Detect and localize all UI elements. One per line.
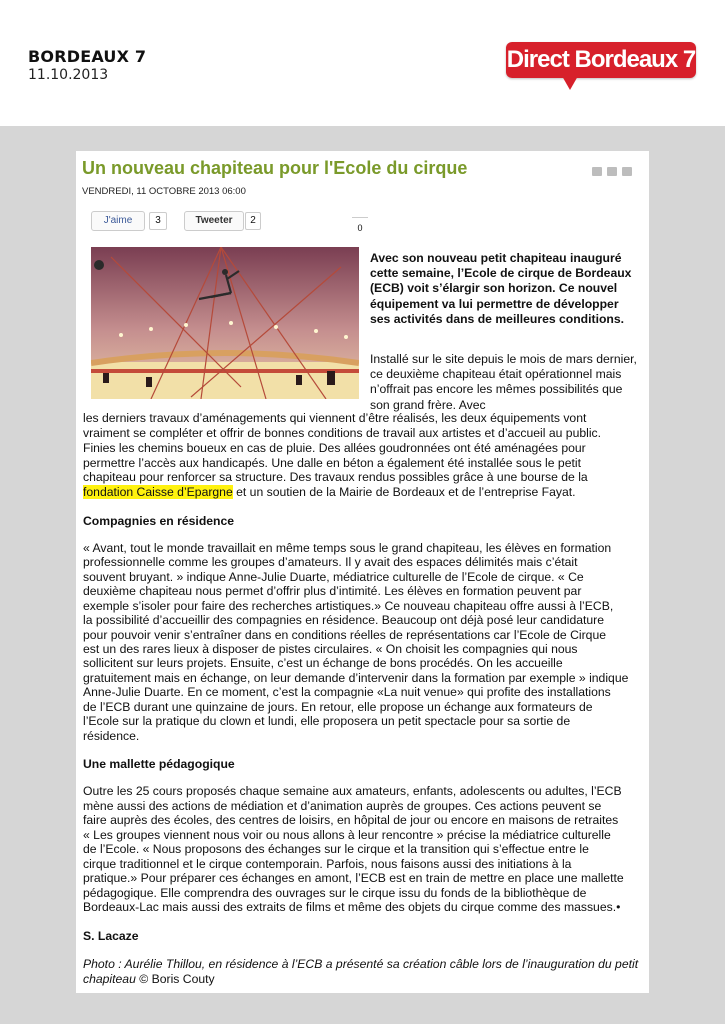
paragraph-3-line: de l’Ecole. « Nous proposons des échanges sur le cirque et la transition qui s’effectue entre le xyxy=(83,842,589,856)
paragraph-2-line: professionnelle comme les groupes d’amateurs. Il y avait des espaces délimités mais c’était xyxy=(83,555,578,569)
article-title[interactable]: Un nouveau chapiteau pour l'Ecole du cirque xyxy=(82,158,468,178)
paragraph-1-line: vraiment se compléter et offrir de bonnes conditions de travail aux artistes et d’accueil au public. xyxy=(83,426,602,440)
logo-speech-tail xyxy=(562,76,578,90)
tweet-count: 2 xyxy=(245,212,261,230)
pdf-icon[interactable] xyxy=(592,167,602,176)
article-author: S. Lacaze xyxy=(83,929,139,943)
paragraph-1-line: chapiteau pour renforcer sa structure. Des travaux rendus possibles grâce à une bourse de la xyxy=(83,470,588,484)
direct-bordeaux7-logo xyxy=(506,42,696,92)
paragraph-2-line: de l’ECB durant une quinzaine de jours. En retour, elle propose un échange aux formateurs de xyxy=(83,700,593,714)
print-icon[interactable] xyxy=(607,167,617,176)
paragraph-2-line: gratuitement mais en échange, on leur demande d’intervenir dans la formation par exemple » indique xyxy=(83,671,629,685)
email-icon[interactable] xyxy=(622,167,632,176)
paragraph-2-line: la possibilité d’accueillir des compagnies en résidence. Beaucoup ont déjà posé leur candidature xyxy=(83,613,605,627)
paragraph-2-line: est un des rares lieux à disposer de pistes circulaires. « On choisit les compagnies qui nous xyxy=(83,642,578,656)
paragraph-1-tail: et un soutien de la Mairie de Bordeaux et de l’entreprise Fayat. xyxy=(232,485,576,499)
paragraph-1-line: les derniers travaux d’aménagements qui viennent d’être réalisés, les deux équipements vont xyxy=(83,411,587,425)
section-heading-compagnies: Compagnies en résidence xyxy=(83,514,235,528)
logo-text: Direct Bordeaux 7 xyxy=(506,42,696,78)
article-lead: Avec son nouveau petit chapiteau inauguré cette semaine, l’Ecole de cirque de Bordeaux (ECB) voit s’élargir son horizon. Ce nouvel équipement va lui permettre de développer ses activités dans de meilleures conditions. xyxy=(370,251,632,326)
publication-date: 11.10.2013 xyxy=(28,67,109,83)
highlighted-fondation: fondation Caisse d’Epargne xyxy=(83,485,233,499)
paragraph-3-line: « Les groupes viennent nous voir ou nous allons à leur rencontre » précise la médiatrice culturelle xyxy=(83,828,611,842)
article-dateline: VENDREDI, 11 OCTOBRE 2013 06:00 xyxy=(82,186,246,197)
photo-credit: © Boris Couty xyxy=(135,972,215,987)
like-count: 3 xyxy=(149,212,167,230)
facebook-like-button[interactable]: J'aime xyxy=(91,211,145,231)
paragraph-3-line: faire auprès des écoles, des centres de loisirs, en hôpital de jour ou encore en maisons de retraites xyxy=(83,813,619,827)
paragraph-3-line: Outre les 25 cours proposés chaque semaine aux amateurs, enfants, adolescents ou adultes, l’ECB xyxy=(83,784,622,798)
paragraph-2-line: l’Ecole sur la pratique du clown et lundi, elle proposera un petit spectacle pour sa sortie de xyxy=(83,714,571,728)
paragraph-3-line: pédagogique. Elle comprendra des ouvrages sur le cirque issu du fonds de la bibliothèque de xyxy=(83,886,587,900)
paragraph-2-line: sollicitent sur leurs projets. Ensuite, c’est un échange de bons procédés. On les accueille xyxy=(83,656,563,670)
publication-name: BORDEAUX 7 xyxy=(28,47,147,66)
article-photo xyxy=(91,247,359,399)
paragraph-2-line: Anne-Julie Duarte. En ce moment, c’est la compagnie «La nuit venue» qui profite des installations xyxy=(83,685,611,699)
paragraph-1-last-line xyxy=(83,485,576,500)
paragraph-3-line: Bordeaux-Lac mais aussi des extraits de films et même des objets du cirque comme des massues.• xyxy=(83,900,621,914)
paragraph-1-start: Installé sur le site depuis le mois de mars dernier, ce deuxième chapiteau était opérationnel mais n’offrait pas encore les mêmes possibilités que son grand frère. Avec xyxy=(370,352,637,412)
article-tools xyxy=(592,163,640,175)
paragraph-3-line: mène aussi des actions de médiation et d’animation auprès de groupes. Ces actions peuvent se xyxy=(83,799,602,813)
caption-text: Photo : Aurélie Thillou, en résidence à l’ECB a présenté sa création câble lors de l’inauguration du petit chapiteau xyxy=(83,957,639,987)
paragraph-2-line: résidence. xyxy=(83,729,140,743)
page-header xyxy=(0,0,725,126)
google-plus-count[interactable]: 0 xyxy=(352,217,368,234)
paragraph-2-line: « Avant, tout le monde travaillait en même temps sous le grand chapiteau, les élèves en formation xyxy=(83,541,612,555)
paragraph-3-line: cirque traditionnel et le cirque contemporain. Parfois, nous faisons aussi des initiations à la xyxy=(83,857,572,871)
photo-caption xyxy=(83,957,643,987)
paragraph-2-line: pour pouvoir venir s’entraîner dans en conditions réelles de représentations car l’Ecole de Cirque xyxy=(83,628,607,642)
paragraph-1-line: permettre l’accès aux handicapés. Une dalle en béton a également été installée sous le petit xyxy=(83,456,581,470)
paragraph-1-line: Finies les chemins boueux en cas de pluie. Des allées goudronnées ont été aménagées pour xyxy=(83,441,586,455)
paragraph-3-line: pratique.» Pour préparer ces échanges en amont, l’ECB est en train de mettre en place une mallette xyxy=(83,871,624,885)
tweet-button[interactable]: Tweeter xyxy=(184,211,244,231)
paragraph-2-line: deuxième chapiteau nous permet d’offrir plus d’intimité. Les élèves en formation peuvent par xyxy=(83,584,582,598)
paragraph-2-line: exemple s’isoler pour faire des recherches artistiques.» Ce nouveau chapiteau offre aussi à l’ECB, xyxy=(83,599,614,613)
paragraph-2-line: souvent bruyant. » indique Anne-Julie Duarte, médiatrice culturelle de l’Ecole de cirque. « Ce xyxy=(83,570,584,584)
section-heading-mallette: Une mallette pédagogique xyxy=(83,757,235,771)
